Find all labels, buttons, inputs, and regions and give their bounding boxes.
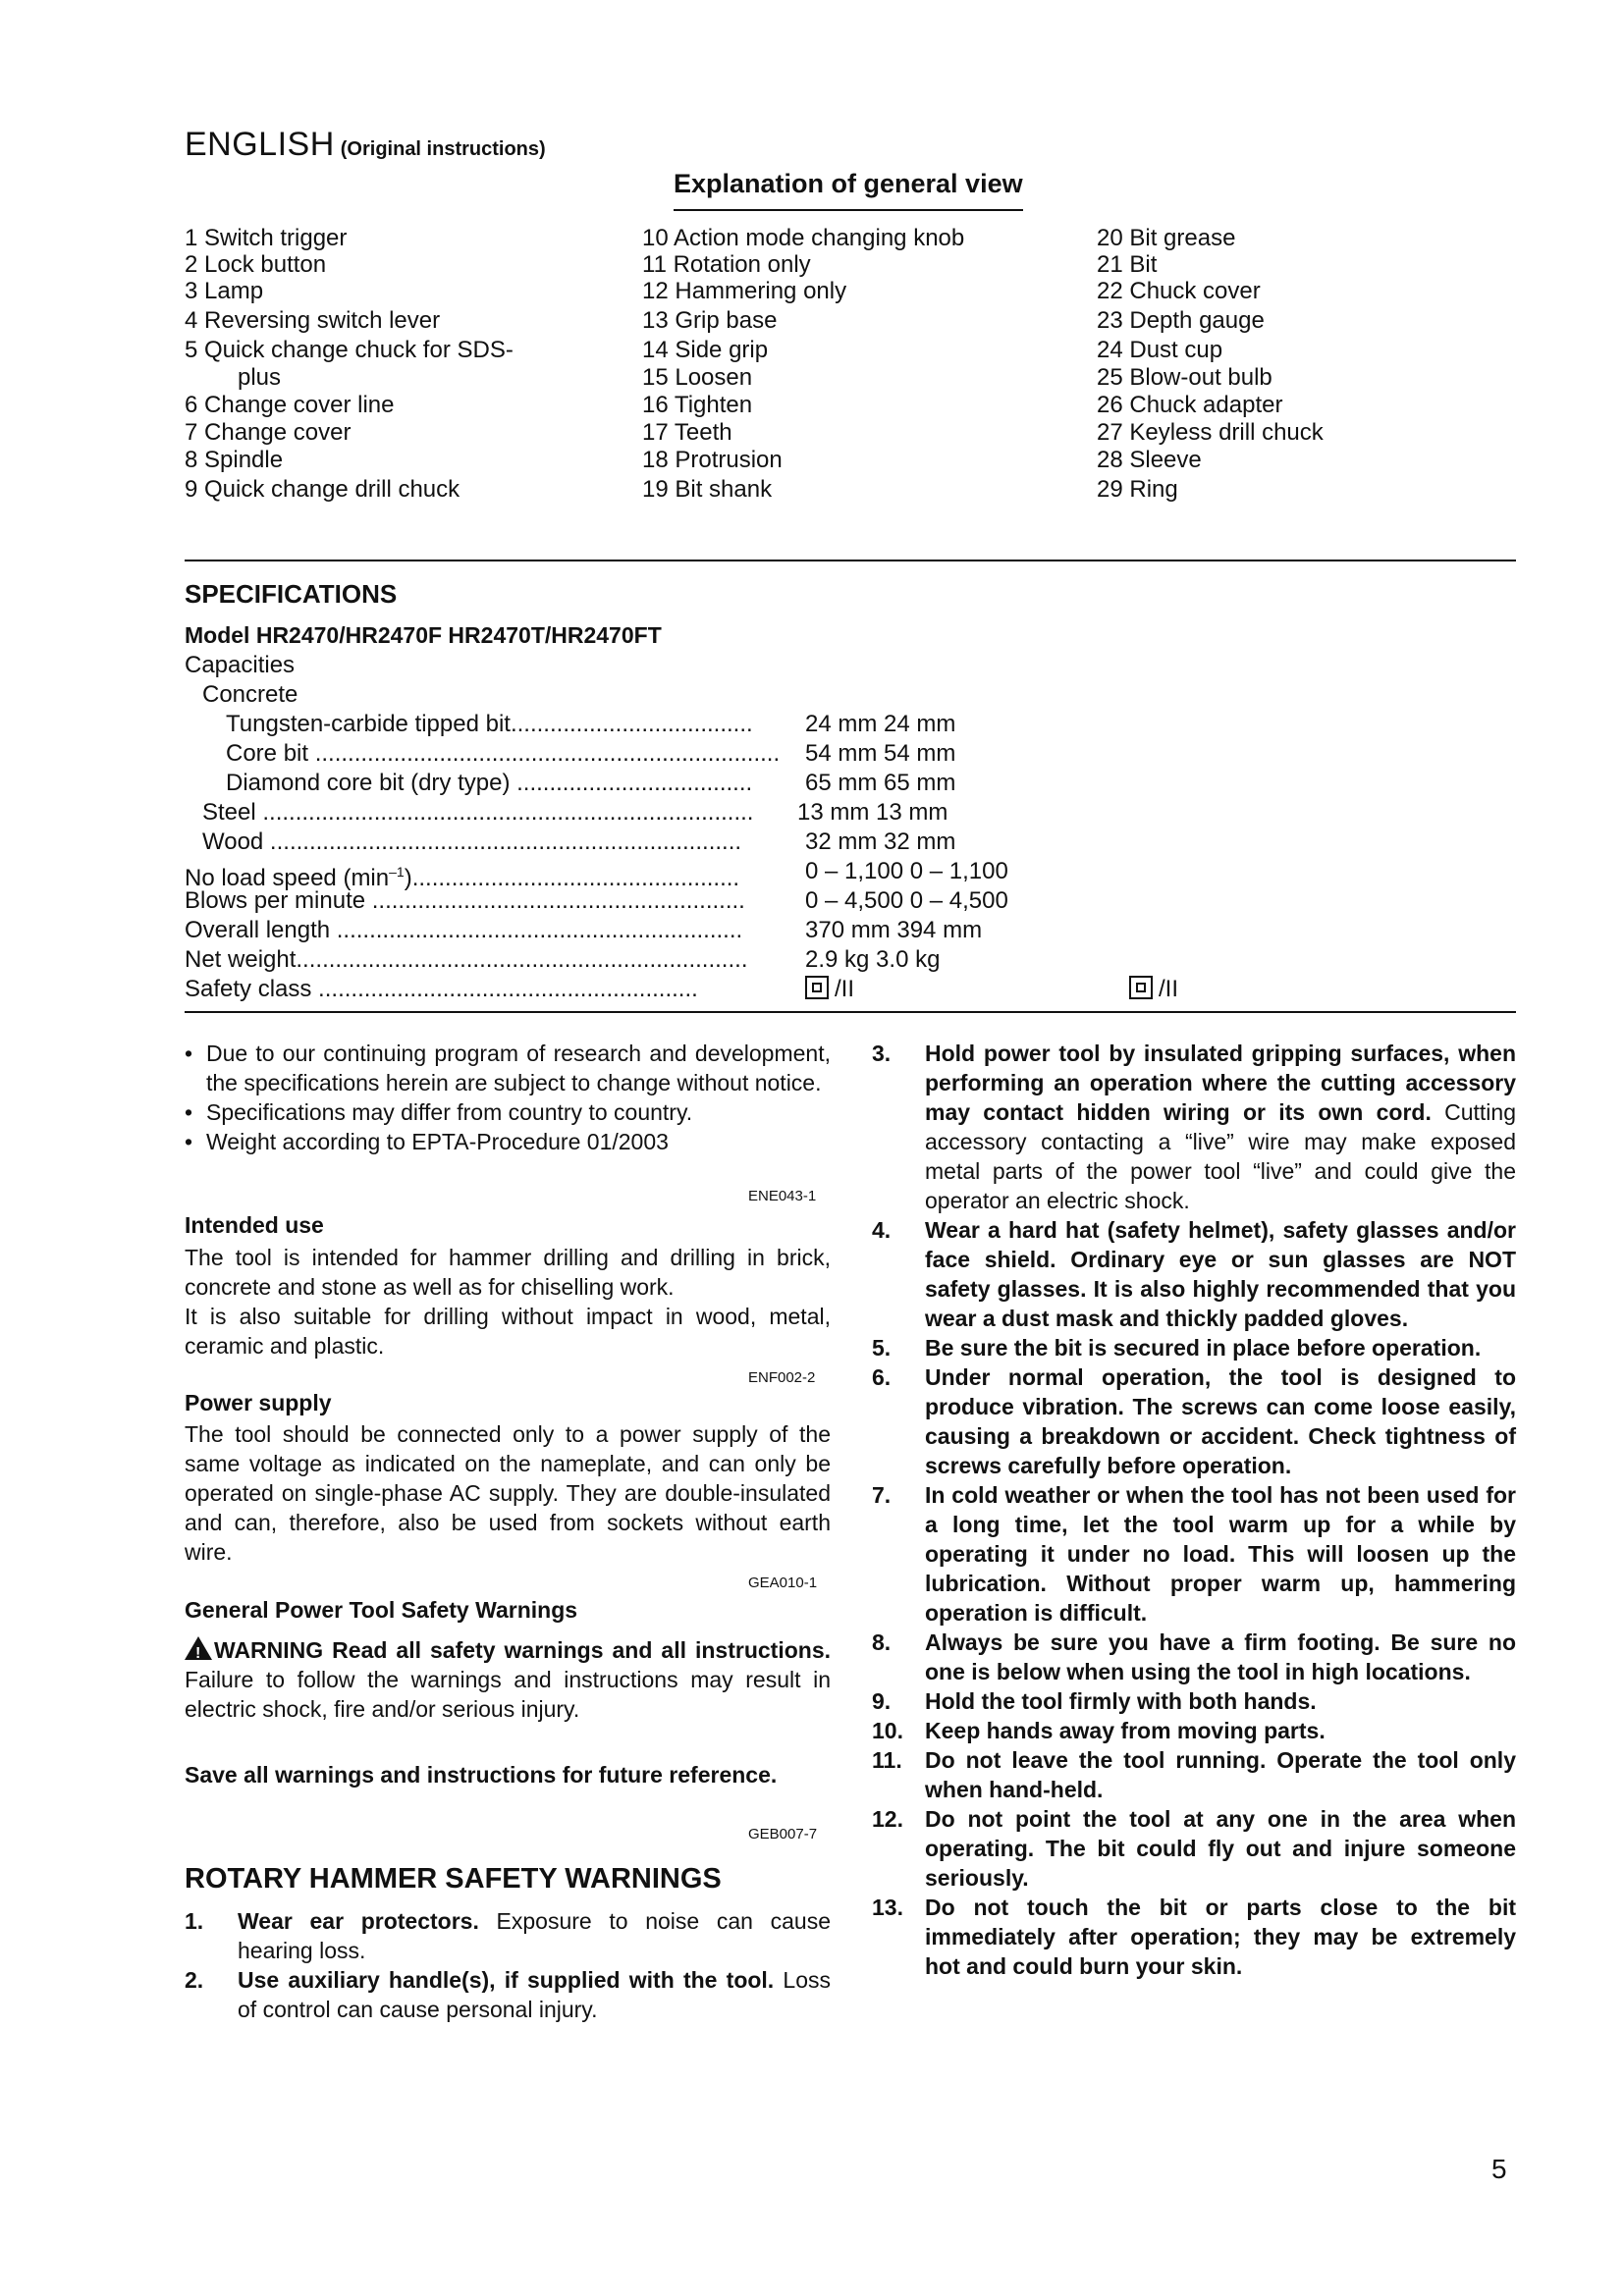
- reference-code: ENE043-1: [748, 1188, 817, 1204]
- warning-item: 13. Do not touch the bit or parts close to the bit immediately after operation; they may be extremely hot and could burn your skin.: [872, 1895, 1516, 1979]
- warning-item: 1. Wear ear protectors. Exposure to noise can cause hearing loss.: [185, 1908, 831, 1963]
- legend-item: 17 Teeth: [642, 419, 732, 446]
- spec-value: 0 – 1,100 0 – 1,100: [805, 858, 1008, 884]
- warning-item: 4. Wear a hard hat (safety helmet), safety glasses and/or face shield. Ordinary eye or sun glasses are NOT safety glasses. It is also highly recommended that you wear a dust mask and thickly padded gloves.: [872, 1217, 1516, 1331]
- rotary-hammer-heading: ROTARY HAMMER SAFETY WARNINGS: [185, 1863, 722, 1895]
- intended-use-paragraph: It is also suitable for drilling without impact in wood, metal, ceramic and plastic.: [185, 1304, 831, 1359]
- warning-item: 11. Do not leave the tool running. Operate the tool only when hand-held.: [872, 1747, 1516, 1802]
- legend-item: 29 Ring: [1097, 476, 1178, 503]
- spec-label: Steel ...........................................................................: [202, 799, 754, 826]
- language-heading: [185, 126, 546, 164]
- spec-notes: [185, 1039, 831, 1156]
- legend-item: plus: [238, 364, 282, 391]
- spec-concrete: Concrete: [202, 681, 298, 708]
- reference-code: ENF002-2: [748, 1369, 816, 1386]
- legend-item: 8 Spindle: [185, 447, 284, 473]
- legend-item: 25 Blow-out bulb: [1097, 364, 1272, 391]
- legend-item: 10 Action mode changing knob: [642, 225, 965, 251]
- legend-item: 13 Grip base: [642, 307, 778, 334]
- power-supply-text: The tool should be connected only to a power supply of the same voltage as indicated on the nameplate, and can only be operated on single-phase AC supply. They are double-insulated and can, therefore, also be used from sockets without earth wire.: [185, 1421, 831, 1565]
- legend-item: 22 Chuck cover: [1097, 278, 1261, 304]
- legend-item: 26 Chuck adapter: [1097, 392, 1283, 418]
- general-safety-heading: General Power Tool Safety Warnings: [185, 1597, 578, 1623]
- warning-triangle-icon: [185, 1636, 212, 1660]
- warning-item: 10. Keep hands away from moving parts.: [872, 1718, 1326, 1743]
- spec-value-2: /II: [1129, 975, 1178, 1004]
- legend-item: 19 Bit shank: [642, 476, 773, 503]
- spec-label: Safety class ..........................................................: [185, 976, 698, 1002]
- note-item: • Weight according to EPTA-Procedure 01/2003: [185, 1127, 831, 1156]
- warning-item: 7. In cold weather or when the tool has not been used for a long time, let the tool warm up for a while by operating it under no load. This will loosen up the lubrication. Without proper warm up, hammering operation is difficult.: [872, 1482, 1516, 1626]
- spec-label: Tungsten-carbide tipped bit.....................................: [226, 711, 753, 737]
- spec-value: 370 mm 394 mm: [805, 917, 983, 943]
- legend-item: 6 Change cover line: [185, 392, 395, 418]
- double-insulation-icon: [1129, 976, 1153, 999]
- legend-item: 18 Protrusion: [642, 447, 783, 473]
- legend-column-1: [185, 224, 514, 505]
- divider: [185, 1011, 1516, 1013]
- spec-value: 2.9 kg 3.0 kg: [805, 946, 941, 973]
- spec-capacities: Capacities: [185, 652, 296, 678]
- legend-item: 14 Side grip: [642, 337, 769, 363]
- legend-item: 21 Bit: [1097, 251, 1158, 278]
- warning-item: 3. Hold power tool by insulated gripping surfaces, when performing an operation where the cutting accessory may contact hidden wiring or its own cord. Cutting accessory contacting a “live” wire may make exposed metal parts of the power tool “live” and could give the operator an electric shock.: [872, 1041, 1517, 1213]
- legend-item: 15 Loosen: [642, 364, 753, 391]
- legend-item: 1 Switch trigger: [185, 225, 348, 251]
- spec-value: 24 mm 24 mm: [805, 711, 956, 737]
- warning-item: 5. Be sure the bit is secured in place before operation.: [872, 1335, 1482, 1361]
- rotary-warnings-right: [872, 1039, 1516, 1981]
- warning-item: 9. Hold the tool firmly with both hands.: [872, 1688, 1317, 1714]
- legend-item: 12 Hammering only: [642, 278, 847, 304]
- legend-column-3: [1097, 224, 1324, 505]
- legend-item: 7 Change cover: [185, 419, 352, 446]
- divider: [185, 560, 1516, 561]
- rotary-warnings-left: [185, 1906, 831, 2024]
- spec-value: 13 mm 13 mm: [797, 799, 948, 826]
- spec-label: Blows per minute .........................................................: [185, 887, 745, 914]
- legend-item: 5 Quick change chuck for SDS-: [185, 337, 514, 363]
- spec-label: No load speed $(\min^{-1})$..................................................: [185, 864, 740, 891]
- legend-item: 27 Keyless drill chuck: [1097, 419, 1324, 446]
- legend-column-2: [642, 224, 964, 505]
- double-insulation-icon: [805, 976, 829, 999]
- legend-item: 28 Sleeve: [1097, 447, 1202, 473]
- model-line: Model HR2470/HR2470F HR2470T/HR2470FT: [185, 622, 662, 648]
- reference-code: GEA010-1: [748, 1575, 818, 1591]
- legend-item: 4 Reversing switch lever: [185, 307, 441, 334]
- language-subtitle: (Original instructions): [340, 138, 546, 160]
- save-instructions: Save all warnings and instructions for future reference.: [185, 1762, 778, 1788]
- legend-item: 9 Quick change drill chuck: [185, 476, 460, 503]
- reference-code: GEB007-7: [748, 1826, 818, 1842]
- legend-item: 20 Bit grease: [1097, 225, 1236, 251]
- legend-item: 11 Rotation only: [642, 251, 811, 278]
- spec-label: Diamond core bit (dry type) ....................................: [226, 770, 753, 796]
- spec-label: Core bit .......................................................................: [226, 740, 781, 767]
- warning-item: 8. Always be sure you have a firm footing. Be sure no one is below when using the tool in high locations.: [872, 1629, 1516, 1684]
- spec-value: 32 mm 32 mm: [805, 828, 956, 855]
- warning-item: 6. Under normal operation, the tool is designed to produce vibration. The screws can come loose easily, causing a breakdown or accident. Check tightness of screws carefully before operation.: [872, 1364, 1516, 1478]
- language-label: ENGLISH: [185, 126, 335, 163]
- spec-label: Overall length ..............................................................: [185, 917, 743, 943]
- legend-item: 23 Depth gauge: [1097, 307, 1265, 334]
- warning-item: 2. Use auxiliary handle(s), if supplied with the tool. Loss of control can cause personal injury.: [185, 1967, 831, 2022]
- note-item: • Specifications may differ from country to country.: [185, 1097, 831, 1127]
- spec-label: Wood ........................................................................: [202, 828, 742, 855]
- intended-use-heading: Intended use: [185, 1212, 324, 1238]
- warning-item: 12. Do not point the tool at any one in the area when operating. The bit could fly out and injure someone seriously.: [872, 1806, 1516, 1891]
- specifications-heading: SPECIFICATIONS: [185, 579, 398, 609]
- warning-paragraph: !WARNING Read all safety warnings and all instructions. Failure to follow the warnings and instructions may result in electric shock, fire and/or serious injury.: [185, 1635, 831, 1724]
- spec-value: 0 – 4,500 0 – 4,500: [805, 887, 1008, 914]
- spec-value: 54 mm 54 mm: [805, 740, 956, 767]
- general-view-title: Explanation of general view: [674, 169, 1023, 211]
- specifications-table: [185, 651, 1479, 1004]
- power-supply-heading: Power supply: [185, 1390, 332, 1415]
- spec-label: Net weight.....................................................................: [185, 946, 748, 973]
- spec-value: 65 mm 65 mm: [805, 770, 956, 796]
- note-item: • Due to our continuing program of research and development, the specifications herein are subject to change without notice.: [185, 1039, 831, 1097]
- page-number: 5: [1491, 2154, 1507, 2184]
- legend-item: 24 Dust cup: [1097, 337, 1223, 363]
- intended-use-text: [185, 1243, 831, 1361]
- spec-value: /II: [805, 975, 854, 1004]
- intended-use-paragraph: The tool is intended for hammer drilling and drilling in brick, concrete and stone as well as for chiselling work.: [185, 1245, 831, 1300]
- legend-item: 16 Tighten: [642, 392, 753, 418]
- legend-item: 3 Lamp: [185, 278, 264, 304]
- legend-item: 2 Lock button: [185, 251, 327, 278]
